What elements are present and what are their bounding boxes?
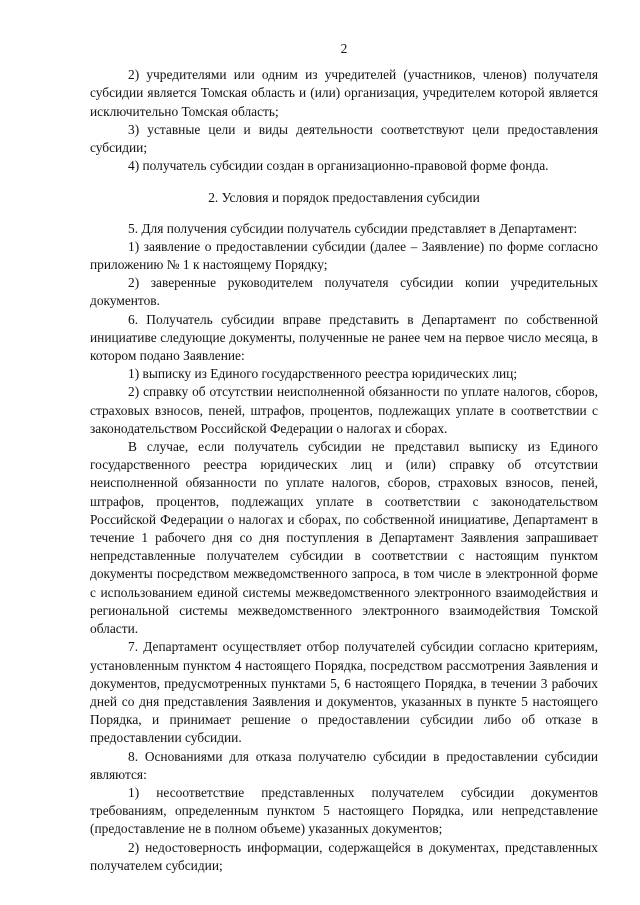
paragraph-item-5-1: 1) заявление о предоставлении субсидии (далее – Заявление) по форме согласно приложению № 1 к настоящему Порядку; [90,238,598,273]
paragraph-item-7: 7. Департамент осуществляет отбор получателей субсидии согласно критериям, установленным пунктом 4 настоящего Порядка, посредством рассмотрения Заявления и документов, предусмотренных пунктами 5, 6 настоящего Порядка, в течении 3 рабочих дней со дня представления Заявления и документов, указанных в пункте 5 настоящего Порядка, и принимает решение о предоставлении субсидии либо об отказе в предоставлении субсидии. [90,639,598,746]
paragraph-clause-4: 4) получатель субсидии создан в организационно-правовой форме фонда. [128,158,549,174]
paragraph-item-8: 8. Основаниями для отказа получателю субсидии в предоставлении субсидии являются: [90,748,598,782]
paragraph-item-5-2: 2) заверенные руководителем получателя субсидии копии учредительных документов. [90,275,598,309]
paragraph-item-8-2: 2) недостоверность информации, содержащейся в документах, представленных получателем субсидии; [90,839,598,873]
paragraph-group-before [90,66,598,175]
paragraph-item-6-1: 1) выписку из Единого государственного реестра юридических лиц; [128,366,518,382]
paragraph-item-6-note: В случае, если получатель субсидии не представил выписку из Единого государственного реестра юридических лиц и (или) справку об отсутствии неисполненной обязанности по уплате налогов, сборов, страховых взносов, пеней, штрафов, процентов, подлежащих уплате в соответствии с законодательством Российской Федерации о налогах и сборах, по собственной инициативе, Департамент в течение 1 рабочего дня со дня поступления в Департамент Заявления запрашивает непредставленные получателем субсидии в соответствии с настоящим пунктом документы посредством межведомственного запроса, в том числе в электронной форме с использованием единой системы межведомственного электронного взаимодействия и региональной системы межведомственного электронного взаимодействия Томской области. [90,439,598,637]
paragraph-item-8-1: 1) несоответствие представленных получателем субсидии документов требованиям, определенным пунктом 5 настоящего Порядка, или непредставление (предоставление не в полном объеме) указанных документов; [90,784,598,837]
section-heading: 2. Условия и порядок предоставления субсидии [208,190,480,206]
paragraph-clause-3: 3) уставные цели и виды деятельности соответствуют цели предоставления субсидии; [90,121,598,156]
paragraph-group-after [90,220,598,875]
page-number: 2 [340,41,348,56]
paragraph-clause-2: 2) учредителями или одним из учредителей (участников, членов) получателя субсидии является Томская область и (или) организация, учредителем которой является исключительно Томская область; [90,67,598,119]
document-page [90,40,598,875]
paragraph-item-5: 5. Для получения субсидии получатель субсидии представляет в Департамент: [128,220,578,236]
paragraph-item-6: 6. Получатель субсидии вправе представить в Департамент по собственной инициативе следующие документы, полученные не ранее чем на первое число месяца, в котором подано Заявление: [90,311,598,364]
paragraph-item-6-2: 2) справку об отсутствии неисполненной обязанности по уплате налогов, сборов, страховых взносов, пеней, штрафов, процентов, подлежащих уплате в соответствии с законодательством Российской Федерации о налогах и сборах. [90,384,598,436]
